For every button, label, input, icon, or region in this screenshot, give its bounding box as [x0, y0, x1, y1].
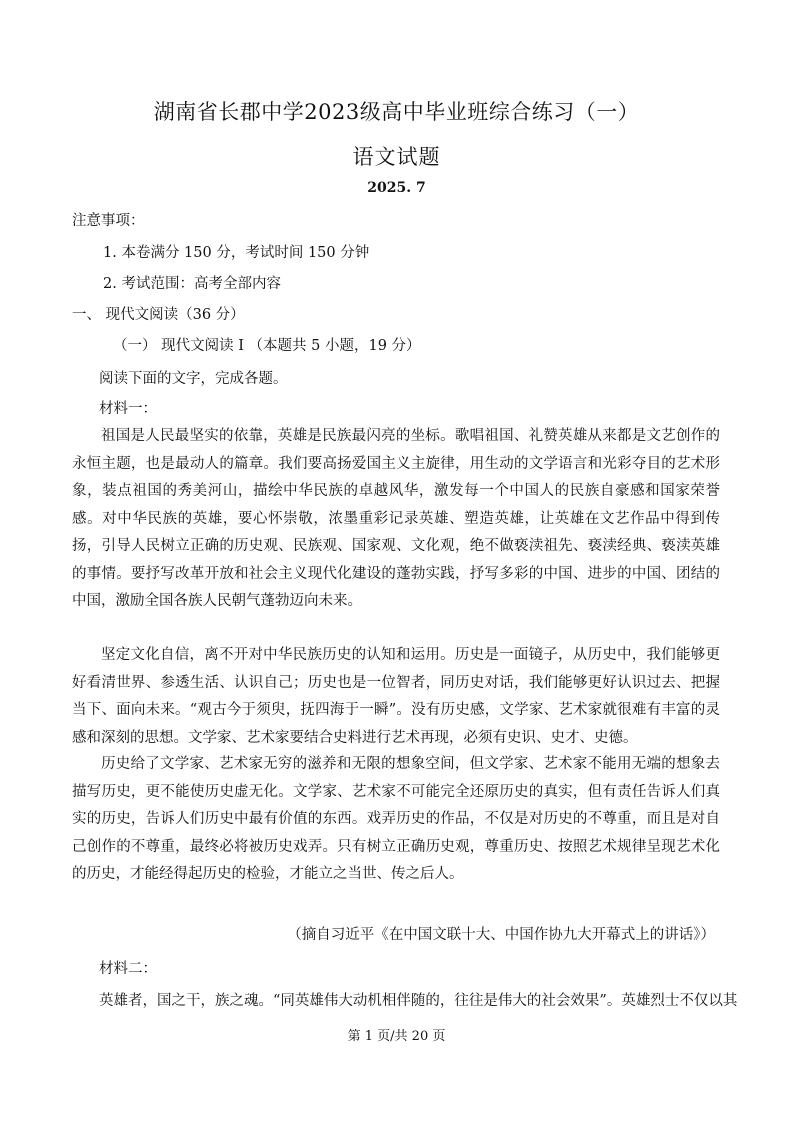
page-number: 第 1 页/共 20 页 — [347, 1029, 446, 1044]
material-two-first-line: 英雄者，国之干，族之魂。“同英雄伟大动机相伴随的，往往是伟大的社会效果”。英雄烈士不仅以其 — [99, 993, 738, 1009]
section-heading: 一、 现代文阅读（36 分） — [72, 307, 245, 323]
sub-section-heading: （一） 现代文阅读 I （本题共 5 小题，19 分） — [113, 338, 421, 354]
exam-date: 2025. 7 — [367, 180, 426, 196]
notice-heading: 注意事项： — [72, 213, 145, 229]
page-subtitle: 语文试题 — [352, 145, 441, 169]
notice-item-1: 1. 本卷满分 150 分，考试时间 150 分钟 — [103, 245, 370, 261]
notice-item-2: 2. 考试范围：高考全部内容 — [103, 276, 281, 292]
material-one-source: （摘自习近平《在中国文联十大、中国作协九大开幕式上的讲话》） — [287, 927, 715, 943]
material-one-paragraph: 坚定文化自信，离不开对中华民族历史的认知和运用。历史是一面镜子，从历史中，我们能够更好看清世界、参透生活、认识自己；历史也是一位智者，同历史对话，我们能够更好认识过去、把握当下、面向未来。“观古今于须臾，抚四海于一瞬”。没有历史感，文学家、艺术家就很难有丰富的灵感和深刻的思想。文学家、艺术家要结合史料进行艺术再现，必须有史识、史才、史德。 — [72, 647, 720, 746]
page-title: 湖南省长郡中学2023级高中毕业班综合练习（一） — [153, 100, 640, 124]
material-one-paragraph: 祖国是人民最坚实的依靠，英雄是民族最闪亮的坐标。歌唱祖国、礼赞英雄从来都是文艺创作的永恒主题，也是最动人的篇章。我们要高扬爱国主义主旋律，用生动的文学语言和光彩夺目的艺术形象，装点祖国的秀美河山，描绘中华民族的卓越风华，激发每一个中国人的民族自豪感和国家荣誉感。对中华民族的英雄，要心怀崇敬，浓墨重彩记录英雄、塑造英雄，让英雄在文艺作品中得到传扬，引导人民树立正确的历史观、民族观、国家观、文化观，绝不做亵渎祖先、亵渎经典、亵渎英雄的事情。要抒写改革开放和社会主义现代化建设的蓬勃实践，抒写多彩的中国、进步的中国、团结的中国，激励全国各族人民朝气蓬勃迈向未来。 — [72, 428, 720, 609]
material-two-label: 材料二： — [99, 961, 157, 977]
material-one-paragraph: 历史给了文学家、艺术家无穷的滋养和无限的想象空间，但文学家、艺术家不能用无端的想象去描写历史，更不能使历史虚无化。文学家、艺术家不可能完全还原历史的真实，但有责任告诉人们真实的历史，告诉人们历史中最有价值的东西。戏弄历史的作品，不仅是对历史的不尊重，而且是对自己创作的不尊重，最终必将被历史戏弄。只有树立正确历史观，尊重历史、按照艺术规律呈现艺术化的历史，才能经得起历史的检验，才能立之当世、传之后人。 — [72, 756, 720, 882]
reading-instruction: 阅读下面的文字，完成各题。 — [99, 371, 288, 387]
material-one-label: 材料一： — [99, 401, 157, 417]
